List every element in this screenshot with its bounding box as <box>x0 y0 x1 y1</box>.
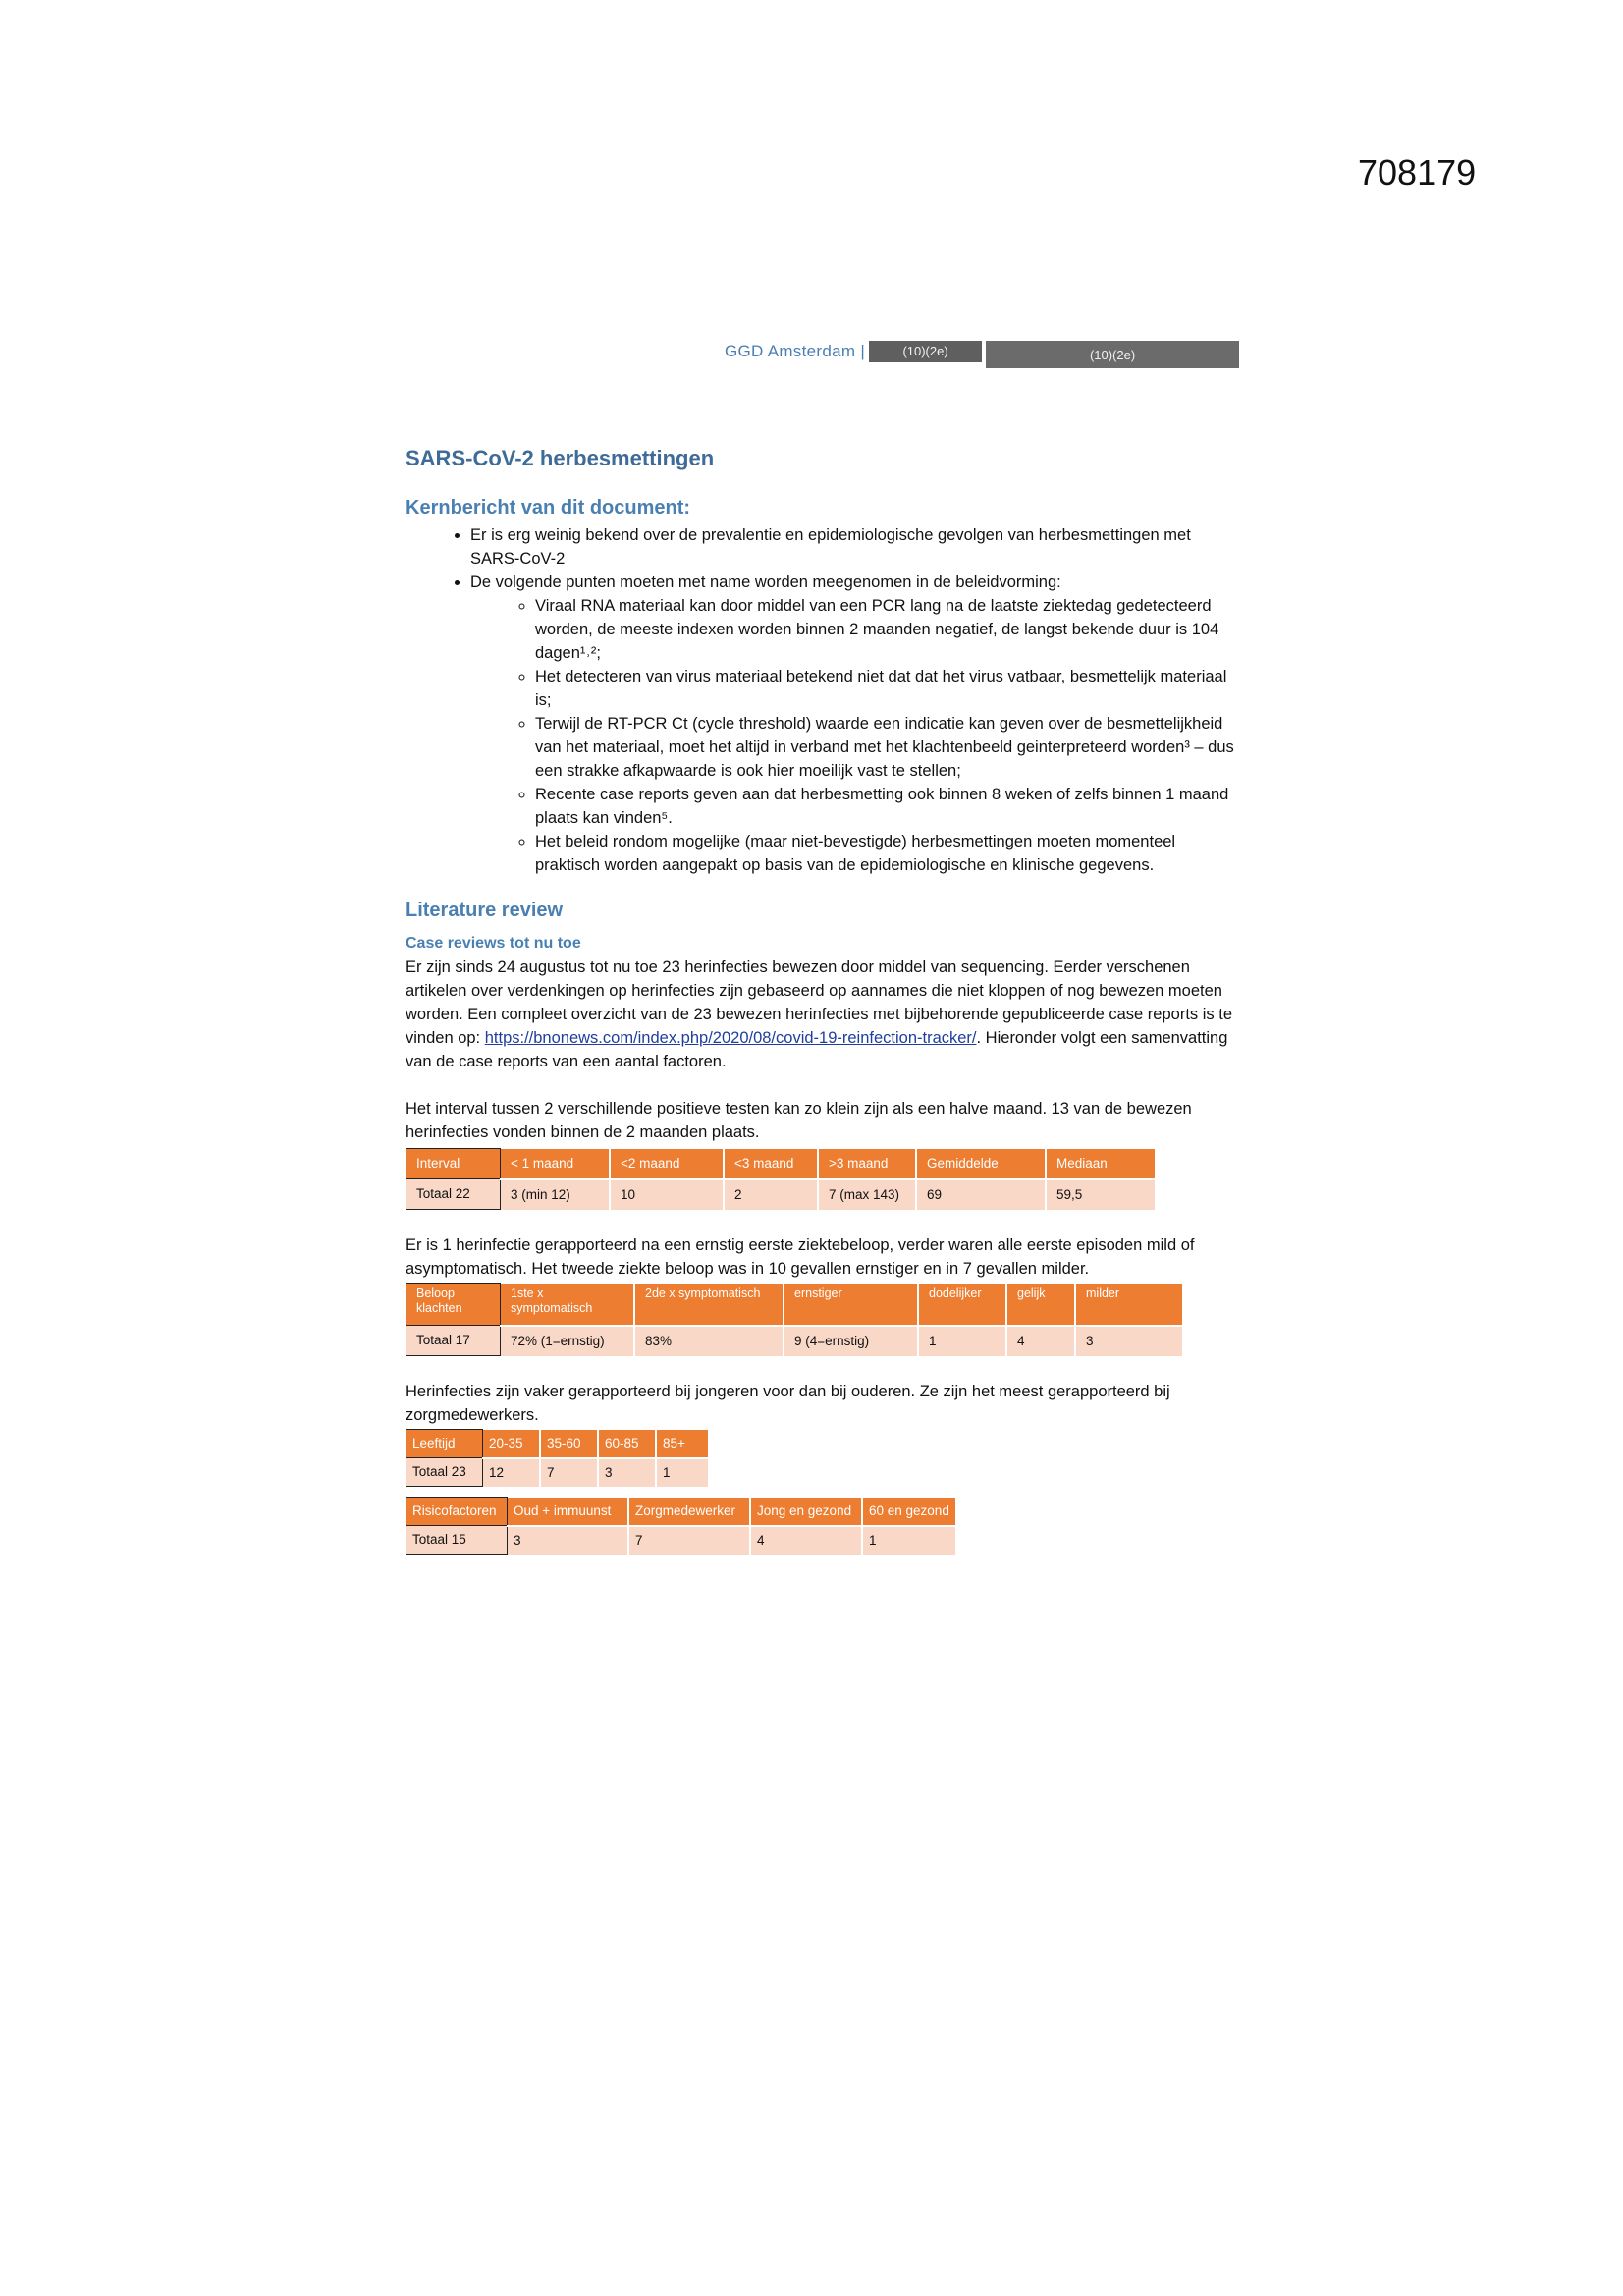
table-header: Risicofactoren <box>406 1498 508 1526</box>
list-item: • De volgende punten moeten met name worden meegenomen in de beleidvorming: ◦ Viraal RNA materiaal kan door middel van een PCR lang na de laatste ziektedag gedetecteerd worden, de meeste indexen worden binnen 2 maanden negatief, de langst bekende duur is 104 dagen¹˒²; ◦ Het detecteren van virus materiaal betekend niet dat dat het virus vatbaar, besmettelijk materiaal is; ◦ Terwijl de RT-PCR Ct (cycle threshold) waarde een indicatie kan geven over de besmettelijkheid van het materiaal, moet het altijd in verband met het klachtenbeeld geinterpreteerd worden³ – dus een strakke afkapwaarde is ook hier moeilijk vast te stellen; ◦ Recente case reports geven aan dat herbesmetting ook binnen 8 weken of zelfs binnen 1 maand plaats kan vinden⁵. ◦ Het beleid rondom mogelijke (maar niet-bevestigde) herbesmettingen moeten momenteel praktisch worden aangepakt op basis van de epidemiologische en klinische gegevens. <box>470 571 1240 877</box>
table-cell: 3 <box>508 1526 629 1555</box>
table-header: Zorgmedewerker <box>628 1498 750 1526</box>
table-header: dodelijker <box>918 1284 1006 1326</box>
document-number: 708179 <box>1358 152 1477 192</box>
table-cell: 4 <box>1006 1326 1075 1356</box>
table-row <box>406 1526 957 1555</box>
table-header: <3 maand <box>724 1149 818 1179</box>
table-header: 60 en gezond <box>862 1498 956 1526</box>
table-header: <2 maand <box>610 1149 724 1179</box>
redaction-box: (10)(2e) <box>986 341 1239 368</box>
table-header: < 1 maand <box>501 1149 611 1179</box>
key-points-list <box>406 523 1240 877</box>
table-cell: 7 <box>628 1526 750 1555</box>
table-cell: 10 <box>610 1179 724 1210</box>
sub-points-list <box>470 594 1240 877</box>
table-cell: Totaal 23 <box>406 1458 483 1487</box>
section-heading-kernbericht: Kernbericht van dit document: <box>406 497 691 519</box>
table-header: 2de x symptomatisch <box>634 1284 784 1326</box>
table-cell: Totaal 22 <box>406 1179 501 1210</box>
table-row <box>406 1326 1184 1356</box>
course-table <box>406 1283 1184 1356</box>
table-cell: 2 <box>724 1179 818 1210</box>
paragraph: Er zijn sinds 24 augustus tot nu toe 23 herinfecties bewezen door middel van sequencing. Eerder verschenen artikelen over verdenkingen op herinfecties zijn gebaseerd op aannames die niet kloppen of nog bewezen moeten worden. Een compleet overzicht van de 23 bewezen herinfecties met bijbehorende gepubliceerde case reports is te vinden op: https://bnonews.com/index.php/2020/08/covid-19-reinfection-tracker/. Hieronder volgt een samenvatting van de case reports van een aantal factoren. <box>406 958 1232 1070</box>
table-row <box>406 1458 710 1487</box>
page-header <box>725 337 1239 365</box>
table-header: 35-60 <box>540 1430 598 1458</box>
table-header: 20-35 <box>483 1430 541 1458</box>
table-row <box>406 1179 1157 1210</box>
table-cell: 72% (1=ernstig) <box>501 1326 635 1356</box>
table-header: ernstiger <box>784 1284 918 1326</box>
reinfection-tracker-link[interactable]: https://bnonews.com/index.php/2020/08/covid-19-reinfection-tracker/ <box>484 1029 977 1047</box>
subsection-heading: Case reviews tot nu toe <box>406 935 581 952</box>
table-header: Interval <box>406 1149 501 1179</box>
table-header: Jong en gezond <box>750 1498 862 1526</box>
table-header: milder <box>1075 1284 1183 1326</box>
table-cell: 4 <box>750 1526 862 1555</box>
age-table <box>406 1429 710 1487</box>
table-cell: 7 (max 143) <box>818 1179 916 1210</box>
list-item: ◦ Terwijl de RT-PCR Ct (cycle threshold) waarde een indicatie kan geven over de besmettelijkheid van het materiaal, moet het altijd in verband met het klachtenbeeld geinterpreteerd worden³ – dus een strakke afkapwaarde is ook hier moeilijk vast te stellen; <box>535 712 1240 783</box>
table-cell: 3 (min 12) <box>501 1179 611 1210</box>
table-cell: 69 <box>916 1179 1046 1210</box>
table-cell: Totaal 17 <box>406 1326 501 1356</box>
paragraph: Het interval tussen 2 verschillende positieve testen kan zo klein zijn als een halve maand. 13 van de bewezen herinfecties vonden binnen de 2 maanden plaats. <box>406 1100 1192 1141</box>
table-header: gelijk <box>1006 1284 1075 1326</box>
table-cell: 9 (4=ernstig) <box>784 1326 918 1356</box>
table-header: 1ste x symptomatisch <box>501 1284 635 1326</box>
list-item: • Er is erg weinig bekend over de prevalentie en epidemiologische gevolgen van herbesmettingen met SARS-CoV-2 <box>470 523 1240 571</box>
redaction-box: (10)(2e) <box>869 341 982 362</box>
table-cell: 1 <box>656 1458 709 1487</box>
table-cell: 1 <box>862 1526 956 1555</box>
table-header: Mediaan <box>1046 1149 1156 1179</box>
table-cell: 3 <box>598 1458 656 1487</box>
document-body <box>406 447 1240 1555</box>
list-item: ◦ Het beleid rondom mogelijke (maar niet-bevestigde) herbesmettingen moeten momenteel praktisch worden aangepakt op basis van de epidemiologische en klinische gegevens. <box>535 830 1240 877</box>
table-header: Leeftijd <box>406 1430 483 1458</box>
table-cell: 59,5 <box>1046 1179 1156 1210</box>
table-header: 60-85 <box>598 1430 656 1458</box>
interval-table <box>406 1148 1157 1210</box>
list-item: ◦ Het detecteren van virus materiaal betekend niet dat dat het virus vatbaar, besmettelijk materiaal is; <box>535 665 1240 712</box>
table-cell: 7 <box>540 1458 598 1487</box>
list-item: ◦ Recente case reports geven aan dat herbesmetting ook binnen 8 weken of zelfs binnen 1 maand plaats kan vinden⁵. <box>535 783 1240 830</box>
table-header: Gemiddelde <box>916 1149 1046 1179</box>
table-header: 85+ <box>656 1430 709 1458</box>
section-heading-literature: Literature review <box>406 900 564 921</box>
table-header: >3 maand <box>818 1149 916 1179</box>
list-item: ◦ Viraal RNA materiaal kan door middel van een PCR lang na de laatste ziektedag gedetecteerd worden, de meeste indexen worden binnen 2 maanden negatief, de langst bekende duur is 104 dagen¹˒²; <box>535 594 1240 665</box>
table-cell: 12 <box>483 1458 541 1487</box>
paragraph: Er is 1 herinfectie gerapporteerd na een ernstig eerste ziektebeloop, verder waren alle eerste episoden mild of asymptomatisch. Het tweede ziekte beloop was in 10 gevallen ernstiger en in 7 gevallen milder. <box>406 1236 1195 1278</box>
table-cell: 3 <box>1075 1326 1183 1356</box>
document-title: SARS-CoV-2 herbesmettingen <box>406 446 715 470</box>
risk-factor-table <box>406 1497 957 1555</box>
table-cell: 1 <box>918 1326 1006 1356</box>
header-org: GGD Amsterdam | <box>725 341 866 360</box>
table-cell: Totaal 15 <box>406 1526 508 1555</box>
table-header: Beloop klachten <box>406 1284 501 1326</box>
table-cell: 83% <box>634 1326 784 1356</box>
paragraph: Herinfecties zijn vaker gerapporteerd bij jongeren voor dan bij ouderen. Ze zijn het meest gerapporteerd bij zorgmedewerkers. <box>406 1383 1170 1424</box>
table-header: Oud + immuunst <box>508 1498 629 1526</box>
